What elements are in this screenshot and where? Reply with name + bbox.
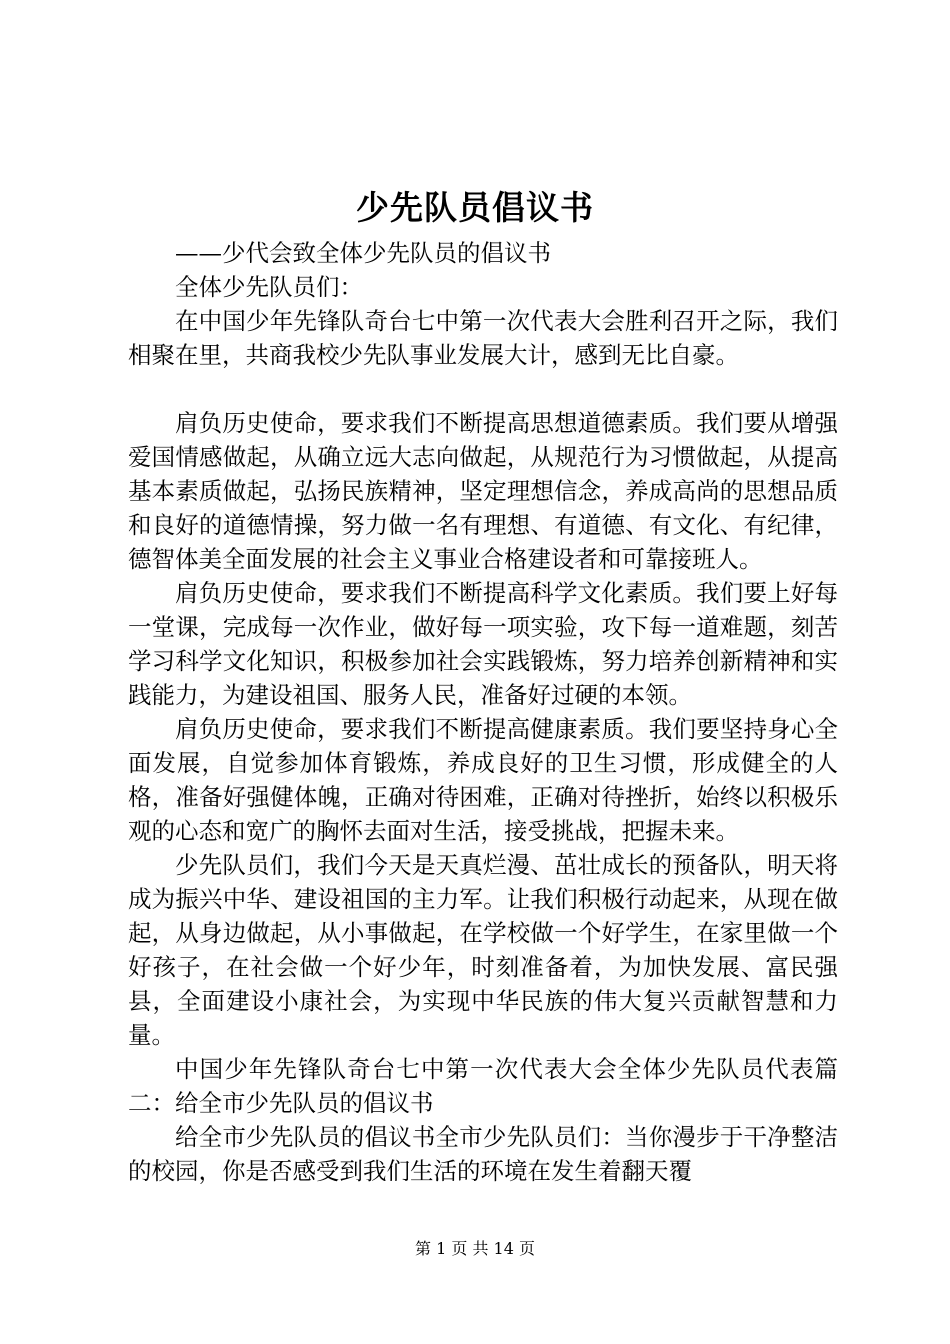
call-to-action-paragraph: 少先队员们，我们今天是天真烂漫、茁壮成长的预备队，明天将成为振兴中华、建设祖国的主力军。让我们积极行动起来，从现在做起，从身边做起，从小事做起，在学校做一个好学生，在家里做一个好孩子，在社会做一个好少年，时刻准备着，为加快发展、富民强县，全面建设小康社会，为实现中华民族的伟大复兴贡献智慧和力量。 [128,851,838,1049]
page-indicator: 第 1 页 共 14 页 [415,1239,535,1258]
science-culture-paragraph: 肩负历史使命，要求我们不断提高科学文化素质。我们要上好每一堂课，完成每一次作业，做好每一项实验，攻下每一道难题，刻苦学习科学文化知识，积极参加社会实践锻炼，努力培养创新精神和实践能力，为建设祖国、服务人民，准备好过硬的本领。 [128,579,838,709]
document-title: 少先队员倡议书 [356,188,594,227]
intro-paragraph: 在中国少年先锋队奇台七中第一次代表大会胜利召开之际，我们相聚在里，共商我校少先队事业发展大计，感到无比自豪。 [128,307,838,369]
paragraph-spacer [128,372,838,406]
moral-quality-paragraph: 肩负历史使命，要求我们不断提高思想道德素质。我们要从增强爱国情感做起，从确立远大志向做起，从规范行为习惯做起，从提高基本素质做起，弘扬民族精神，坚定理想信念，养成高尚的思想品质和良好的道德情操，努力做一名有理想、有道德、有文化、有纪律，德智体美全面发展的社会主义事业合格建设者和可靠接班人。 [128,409,838,573]
signature-paragraph: 中国少年先锋队奇台七中第一次代表大会全体少先队员代表篇二：给全市少先队员的倡议书 [128,1055,838,1117]
salutation-paragraph: 全体少先队员们： [175,273,363,301]
document-body [128,236,838,1188]
second-letter-paragraph: 给全市少先队员的倡议书全市少先队员们：当你漫步于干净整洁的校园，你是否感受到我们生活的环境在发生着翻天覆 [128,1123,838,1185]
health-paragraph: 肩负历史使命，要求我们不断提高健康素质。我们要坚持身心全面发展，自觉参加体育锻炼，养成良好的卫生习惯，形成健全的人格，准备好强健体魄，正确对待困难，正确对待挫折，始终以积极乐观的心态和宽广的胸怀去面对生活，接受挑战，把握未来。 [128,715,838,845]
subtitle-paragraph: ——少代会致全体少先队员的倡议书 [175,239,551,267]
